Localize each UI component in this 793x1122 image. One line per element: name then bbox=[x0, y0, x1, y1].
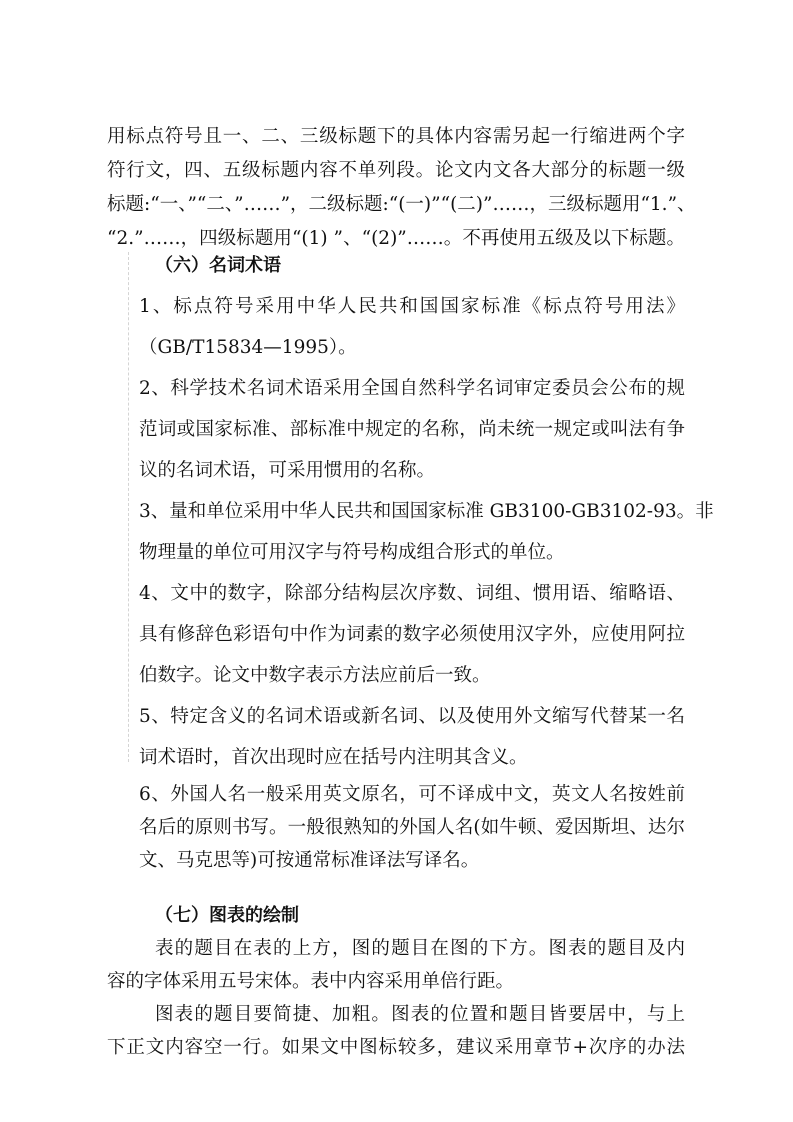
list-item-line: 词术语时，首次出现时应在括号内注明其含义。 bbox=[139, 747, 528, 768]
body-text-line: “2.”……，四级标题用“(1) ”、“(2)”……。不再使用五级及以下标题。 bbox=[107, 228, 685, 249]
body-text-line: 下正文内容空一行。如果文中图标较多，建议采用章节+次序的办法 bbox=[107, 1037, 685, 1058]
section-heading: （六）名词术语 bbox=[155, 255, 281, 276]
list-item-line: 4、文中的数字，除部分结构层次序数、词组、惯用语、缩略语、 bbox=[139, 583, 685, 604]
body-text-line: 符行文，四、五级标题内容不单列段。论文内文各大部分的标题一级 bbox=[107, 160, 685, 181]
body-text-line: 图表的题目要简捷、加粗。图表的位置和题目皆要居中，与上 bbox=[155, 1004, 685, 1025]
list-item-line: 范词或国家标准、部标准中规定的名称，尚未统一规定或叫法有争 bbox=[139, 419, 685, 440]
list-item-line: 1、标点符号采用中华人民共和国国家标准《标点符号用法》 bbox=[139, 296, 685, 317]
list-item-line: 具有修辞色彩语句中作为词素的数字必须使用汉字外，应使用阿拉 bbox=[139, 624, 685, 645]
body-text-line: 用标点符号且一、二、三级标题下的具体内容需另起一行缩进两个字 bbox=[107, 126, 685, 147]
list-item-line: 2、科学技术名词术语采用全国自然科学名词审定委员会公布的规 bbox=[139, 378, 685, 399]
margin-guide-line bbox=[128, 252, 129, 762]
list-item-line: 文、马克思等)可按通常标准译法写译名。 bbox=[139, 850, 480, 871]
list-item-line: 5、特定含义的名词术语或新名词、以及使用外文缩写代替某一名 bbox=[139, 706, 685, 727]
list-item-line: 物理量的单位可用汉字与符号构成组合形式的单位。 bbox=[139, 542, 565, 563]
list-item-line: 3、量和单位采用中华人民共和国国家标准 GB3100-GB3102-93。非 bbox=[139, 501, 714, 522]
list-item-line: 议的名词术语，可采用惯用的名称。 bbox=[139, 460, 436, 481]
body-text-line: 标题:“一、”“二、”……”，二级标题:“(一)”“(二)”……，三级标题用“1.”、 bbox=[107, 194, 696, 215]
list-item-line: 名后的原则书写。一般很熟知的外国人名(如牛顿、爱因斯坦、达尔 bbox=[139, 817, 685, 838]
section-heading: （七）图表的绘制 bbox=[155, 905, 299, 926]
list-item-line: 伯数字。论文中数字表示方法应前后一致。 bbox=[139, 665, 491, 686]
list-item-line: 6、外国人名一般采用英文原名，可不译成中文，英文人名按姓前 bbox=[139, 784, 685, 805]
list-item-line: （GB/T15834—1995）。 bbox=[139, 337, 357, 358]
body-text-line: 容的字体采用五号宋体。表中内容采用单倍行距。 bbox=[107, 971, 515, 992]
body-text-line: 表的题目在表的上方，图的题目在图的下方。图表的题目及内 bbox=[155, 938, 685, 959]
